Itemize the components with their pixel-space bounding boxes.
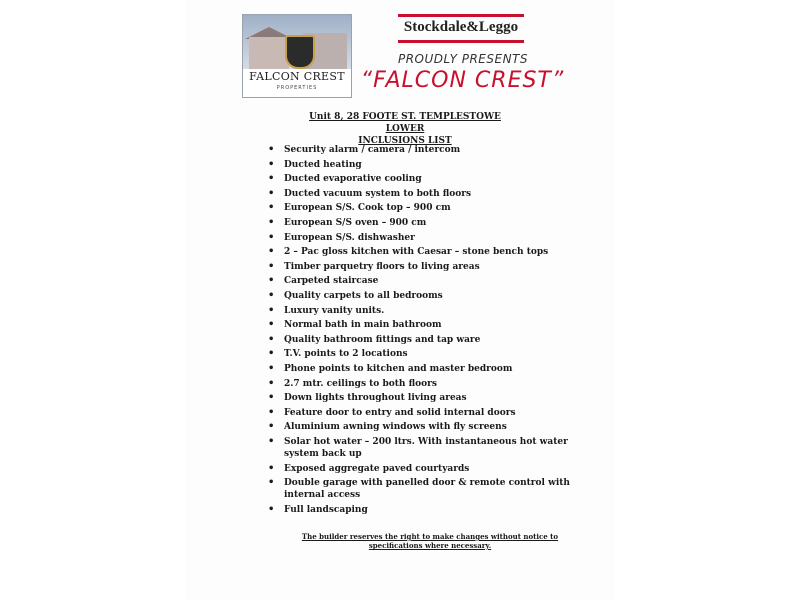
- list-item: • Aluminium awning windows with fly screens: [264, 420, 574, 435]
- list-item: • T.V. points to 2 locations: [264, 347, 574, 362]
- list-item: • Full landscaping: [264, 503, 574, 518]
- address-line: Unit 8, 28 FOOTE ST. TEMPLESTOWE LOWER: [309, 112, 501, 134]
- disclaimer-line: The builder reserves the right to make changes without notice to: [301, 532, 559, 541]
- agency-logo: [398, 14, 524, 44]
- list-item: • Ducted vacuum system to both floors: [264, 187, 574, 202]
- list-item: • Security alarm / camera / intercom: [264, 143, 574, 158]
- list-item: • European S/S. Cook top – 900 cm: [264, 201, 574, 216]
- list-item: • Exposed aggregate paved courtyards: [264, 462, 574, 477]
- list-item: • 2.7 mtr. ceilings to both floors: [264, 377, 574, 392]
- list-item: • Luxury vanity units.: [264, 304, 574, 319]
- list-item: • Normal bath in main bathroom: [264, 318, 574, 333]
- list-item: • Timber parquetry floors to living areas: [264, 260, 574, 275]
- falcon-crest-logo: [242, 14, 352, 98]
- list-item: • Solar hot water – 200 ltrs. With instantaneous hot water system back up: [264, 436, 574, 460]
- list-item: • Ducted evaporative cooling: [264, 172, 574, 187]
- list-item: • Feature door to entry and solid internal doors: [264, 406, 574, 421]
- address-block: [290, 111, 520, 147]
- logo-sub-text: PROPERTIES: [276, 85, 318, 91]
- list-item: • Quality bathroom fittings and tap ware: [264, 333, 574, 348]
- crest-shield-icon: [285, 35, 315, 69]
- list-item: • Down lights throughout living areas: [264, 391, 574, 406]
- list-item: • Phone points to kitchen and master bedroom: [264, 362, 574, 377]
- agency-name: Stockdale&Leggo: [403, 19, 519, 35]
- list-item: • European S/S. dishwasher: [264, 231, 574, 246]
- disclaimer: [300, 532, 560, 550]
- proudly-presents: PROUDLY PRESENTS: [397, 52, 528, 66]
- headline: “FALCON CREST”: [360, 68, 565, 93]
- list-item: • Double garage with panelled door & remote control with internal access: [264, 477, 574, 501]
- list-title: INCLUSIONS LIST: [358, 136, 452, 146]
- inclusions-list: [264, 143, 574, 518]
- disclaimer-line: specifications where necessary.: [368, 541, 492, 550]
- list-item: • European S/S oven – 900 cm: [264, 216, 574, 231]
- list-item: • 2 – Pac gloss kitchen with Caesar – stone bench tops: [264, 245, 574, 260]
- list-item: • Quality carpets to all bedrooms: [264, 289, 574, 304]
- logo-brand-text: FALCON CREST: [249, 70, 345, 83]
- list-item: • Ducted heating: [264, 158, 574, 173]
- list-item: • Carpeted staircase: [264, 274, 574, 289]
